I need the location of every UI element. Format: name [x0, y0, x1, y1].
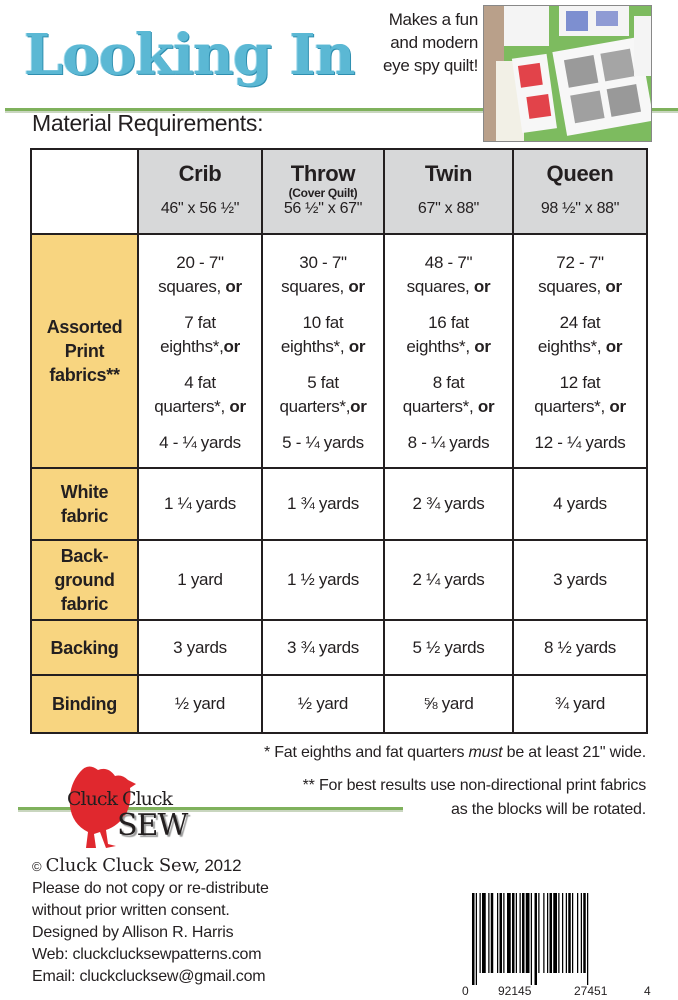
pattern-title: Looking In	[24, 22, 355, 88]
barcode-digit: 4	[644, 984, 651, 998]
barcode-bar	[562, 893, 563, 973]
copyright-name: Cluck Cluck Sew,	[45, 855, 201, 876]
barcode-bar	[538, 893, 539, 973]
option-unit-text: eighths*,	[406, 337, 475, 356]
cluck-cluck-sew-logo	[55, 760, 205, 860]
fabric-option	[385, 371, 512, 419]
option-unit	[514, 275, 646, 299]
section-heading: Material Requirements:	[32, 110, 264, 136]
fabric-option	[263, 251, 383, 299]
footnote-text: as the blocks will be rotated.	[451, 801, 646, 818]
barcode-bar	[516, 893, 517, 973]
fabric-option	[263, 311, 383, 359]
row-label-line: Backing	[50, 637, 119, 658]
row-label	[31, 468, 138, 540]
material-requirements-table	[30, 148, 648, 734]
quilt-dimensions: 46" x 56 ½"	[160, 200, 240, 217]
table-cell: ½ yard	[262, 675, 384, 733]
row-label-line: Binding	[52, 694, 117, 714]
or-conjunction: or	[348, 337, 366, 356]
barcode-bar	[531, 893, 532, 985]
option-unit-text: squares,	[158, 277, 226, 296]
option-quantity: 12 - ¼ yards	[534, 433, 626, 452]
option-quantity: 12 fat	[559, 373, 601, 392]
option-quantity: 20 - 7"	[176, 253, 224, 272]
option-quantity: 4 - ¼ yards	[159, 433, 241, 452]
tagline	[360, 8, 478, 77]
table-cell: 8 ½ yards	[513, 620, 647, 675]
logo-text-line1: Cluck Cluck	[67, 788, 173, 810]
fabric-option	[139, 431, 261, 455]
fabric-option	[263, 431, 383, 455]
option-unit	[263, 395, 383, 419]
row-label-line: White	[60, 482, 109, 502]
barcode-digit: 92145	[498, 984, 532, 998]
option-unit-text: quarters*,	[402, 397, 478, 416]
table-cell: 3 yards	[513, 540, 647, 620]
tagline-line: eye spy quilt!	[382, 56, 478, 75]
option-unit-text: eighths*,	[537, 337, 606, 356]
barcode-digit: 27451	[574, 984, 608, 998]
empty-corner-cell	[31, 149, 138, 234]
fabric-option	[514, 431, 646, 455]
barcode-bar	[482, 893, 486, 973]
copyright-line	[32, 855, 269, 878]
copyright-footer	[32, 855, 269, 988]
or-conjunction: or	[474, 337, 491, 356]
column-header	[262, 149, 384, 234]
option-unit	[385, 335, 512, 359]
barcode-bar	[572, 893, 573, 973]
option-quantity: 30 - 7"	[299, 253, 347, 272]
option-unit	[263, 335, 383, 359]
row-label-line: fabrics**	[49, 365, 120, 385]
footnote-emphasis: must	[468, 744, 503, 761]
option-quantity: 5 - ¼ yards	[282, 433, 364, 452]
logo-text-line2: SEW	[117, 808, 188, 843]
footnote-text: ** For best results use non-directional print fabrics	[302, 777, 646, 794]
footnote-text: be at least 21" wide.	[502, 744, 646, 761]
footnotes	[264, 742, 646, 832]
quilt-dimensions: 98 ½" x 88"	[540, 200, 620, 217]
barcode-bar	[577, 893, 578, 973]
table-header-row	[31, 149, 647, 234]
quilt-photo	[483, 5, 652, 142]
table-cell	[262, 234, 384, 468]
option-unit-text: squares,	[281, 277, 349, 296]
table-cell: ⅝ yard	[384, 675, 513, 733]
fabric-option	[385, 311, 512, 359]
or-conjunction: or	[473, 277, 491, 296]
option-quantity: 10 fat	[302, 313, 344, 332]
option-unit-text: quarters*,	[154, 397, 230, 416]
table-cell: ½ yard	[138, 675, 262, 733]
fabric-option	[139, 371, 261, 419]
option-quantity: 8 fat	[432, 373, 465, 392]
option-quantity: 7 fat	[184, 313, 216, 332]
barcode-bar	[583, 893, 586, 973]
column-header	[513, 149, 647, 234]
option-quantity: 8 - ¼ yards	[407, 433, 490, 452]
table-cell: 5 ½ yards	[384, 620, 513, 675]
or-conjunction: or	[609, 397, 626, 416]
fabric-option	[263, 371, 383, 419]
or-conjunction: or	[605, 337, 623, 356]
row-label	[31, 620, 138, 675]
table-cell: 1 ¾ yards	[262, 468, 384, 540]
barcode-bar	[581, 893, 582, 973]
table-cell: 1 yard	[138, 540, 262, 620]
barcode-bar	[535, 893, 538, 985]
or-conjunction: or	[350, 397, 367, 416]
barcode-bar	[520, 893, 521, 973]
barcode-bar	[512, 893, 515, 973]
option-unit-text: quarters*,	[534, 397, 610, 416]
table-cell	[384, 234, 513, 468]
table-cell: 3 yards	[138, 620, 262, 675]
size-name: Twin	[424, 161, 473, 186]
barcode-bar	[497, 893, 498, 973]
table-row	[31, 675, 647, 733]
row-label-line: Back-	[60, 546, 109, 566]
table-row	[31, 540, 647, 620]
or-conjunction: or	[223, 337, 240, 356]
size-name: Queen	[546, 161, 614, 186]
or-conjunction: or	[229, 397, 246, 416]
option-unit	[263, 275, 383, 299]
tagline-line: Makes a fun	[388, 10, 478, 29]
fabric-option	[514, 311, 646, 359]
row-label	[31, 234, 138, 468]
option-quantity: 24 fat	[559, 313, 601, 332]
or-conjunction: or	[605, 277, 622, 296]
row-label-line: Assorted	[46, 317, 123, 337]
quilt-dimensions: 67" x 88"	[417, 200, 480, 217]
barcode-bar	[568, 893, 571, 973]
option-unit	[385, 395, 512, 419]
option-unit	[385, 275, 512, 299]
barcode-bar	[553, 893, 557, 973]
footnote-directional	[264, 774, 646, 822]
tagline-line: and modern	[390, 33, 478, 52]
barcode-bar	[558, 893, 559, 973]
table-cell: 1 ¼ yards	[138, 468, 262, 540]
or-conjunction: or	[225, 277, 242, 296]
barcode-digit: 0	[462, 984, 469, 998]
option-unit-text: squares,	[538, 277, 606, 296]
option-unit-text: eighths*,	[280, 337, 349, 356]
table-cell: 4 yards	[513, 468, 647, 540]
table-row	[31, 234, 647, 468]
table-cell: 2 ¾ yards	[384, 468, 513, 540]
fabric-option	[139, 311, 261, 359]
copyright-symbol: ©	[32, 859, 42, 874]
footer-line: without prior written consent.	[32, 902, 230, 919]
column-header	[384, 149, 513, 234]
footer-line: Please do not copy or re-distribute	[32, 880, 269, 897]
barcode-bar	[543, 893, 544, 973]
fabric-option	[514, 371, 646, 419]
row-label-line: ground	[54, 570, 115, 590]
table-cell: ¾ yard	[513, 675, 647, 733]
barcode-bar	[547, 893, 548, 973]
email-link[interactable]: Email: cluckclucksew@gmail.com	[32, 968, 266, 985]
barcode-bar	[526, 893, 530, 973]
option-unit-text: squares,	[406, 277, 474, 296]
option-quantity: 48 - 7"	[424, 253, 473, 272]
barcode-bar	[566, 893, 567, 973]
option-quantity: 72 - 7"	[556, 253, 604, 272]
option-unit	[514, 335, 646, 359]
barcode-bar	[488, 893, 489, 973]
table-cell: 1 ½ yards	[262, 540, 384, 620]
fabric-option	[385, 251, 512, 299]
row-label-line: fabric	[60, 506, 109, 526]
barcode-bars	[462, 893, 652, 985]
barcode-bar	[507, 893, 511, 973]
table-row	[31, 468, 647, 540]
row-label-line: fabric	[60, 594, 109, 614]
table-row	[31, 620, 647, 675]
barcode-bar	[480, 893, 481, 973]
table-cell: 3 ¾ yards	[262, 620, 384, 675]
fabric-option	[385, 431, 512, 455]
barcode-bar	[500, 893, 503, 973]
upc-barcode	[462, 893, 652, 998]
row-label	[31, 675, 138, 733]
size-name: Crib	[178, 161, 222, 186]
footnote-fat-quarters	[264, 742, 646, 764]
or-conjunction: or	[348, 277, 365, 296]
option-unit	[139, 395, 261, 419]
barcode-bar	[491, 893, 494, 973]
table-cell	[138, 234, 262, 468]
option-unit	[139, 275, 261, 299]
option-unit	[139, 335, 261, 359]
barcode-bar	[550, 893, 553, 973]
website-link[interactable]: Web: cluckclucksewpatterns.com	[32, 946, 262, 963]
designer-credit: Designed by Allison R. Harris	[32, 924, 234, 941]
table-cell: 2 ¼ yards	[384, 540, 513, 620]
table-cell	[513, 234, 647, 468]
size-name: Throw	[290, 161, 356, 186]
fabric-option	[139, 251, 261, 299]
column-header	[138, 149, 262, 234]
barcode-bar	[472, 893, 475, 985]
copyright-year: 2012	[204, 856, 242, 875]
option-quantity: 16 fat	[428, 313, 469, 332]
barcode-bar	[503, 893, 504, 973]
option-unit-text: quarters*,	[279, 397, 351, 416]
row-label-line: Print	[64, 341, 105, 361]
option-quantity: 4 fat	[184, 373, 216, 392]
option-unit-text: eighths*,	[160, 337, 224, 356]
or-conjunction: or	[477, 397, 495, 416]
option-unit	[514, 395, 646, 419]
barcode-bar	[522, 893, 525, 973]
footnote-text: * Fat eighths and fat quarters	[263, 744, 469, 761]
barcode-bar	[587, 893, 588, 985]
row-label	[31, 540, 138, 620]
barcode-bar	[476, 893, 477, 985]
size-subtitle: (Cover Quilt)	[288, 186, 358, 200]
quilt-dimensions: 56 ½" x 67"	[283, 200, 363, 217]
option-quantity: 5 fat	[307, 373, 339, 392]
fabric-option	[514, 251, 646, 299]
